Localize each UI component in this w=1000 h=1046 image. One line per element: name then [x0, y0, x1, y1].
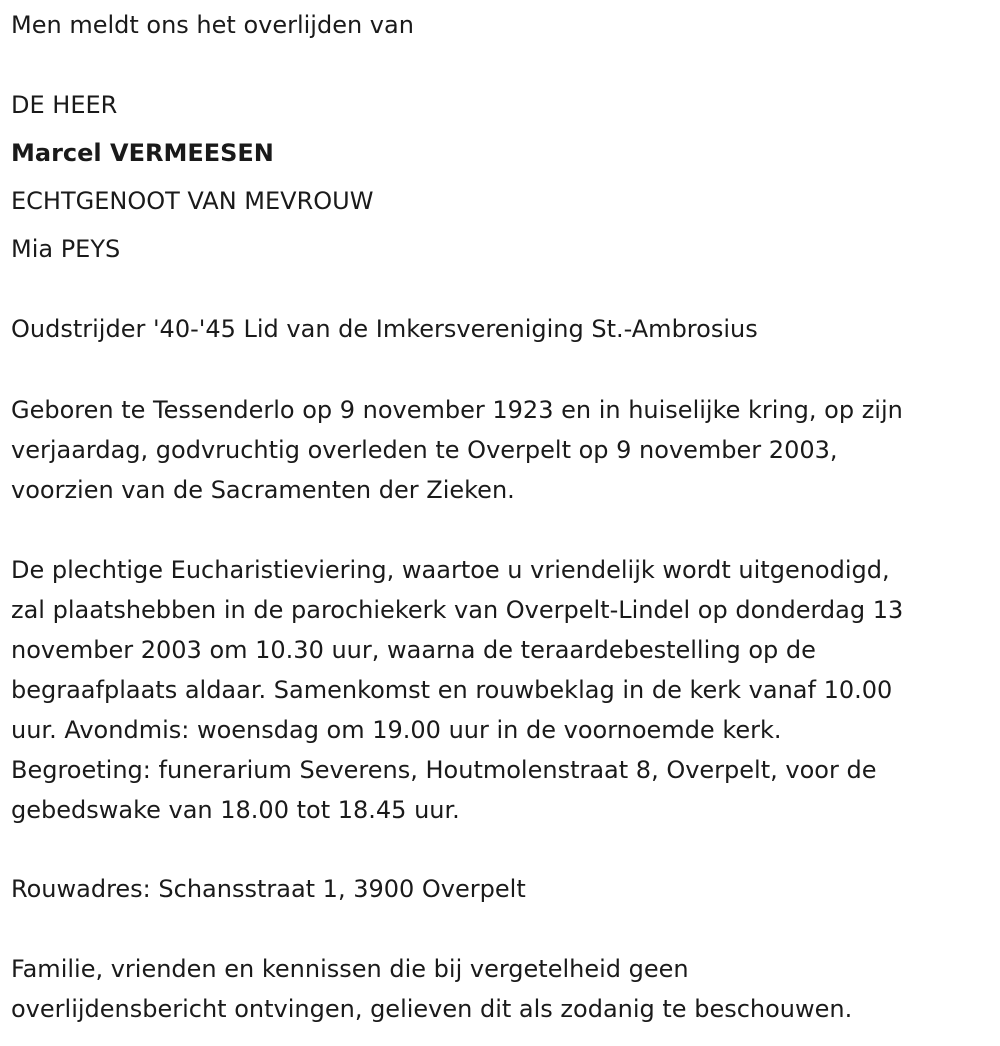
paragraph-line: voorzien van de Sacramenten der Zieken.: [11, 476, 515, 504]
paragraph-line: Geboren te Tessenderlo op 9 november 1923 en in huiselijke kring, op zijn: [11, 396, 903, 424]
mourning-address: Rouwadres: Schansstraat 1, 3900 Overpelt: [11, 875, 526, 903]
paragraph-line: Begroeting: funerarium Severens, Houtmolenstraat 8, Overpelt, voor de: [11, 756, 877, 784]
paragraph-line: Familie, vrienden en kennissen die bij vergetelheid geen: [11, 955, 689, 983]
paragraph-line: verjaardag, godvruchtig overleden te Overpelt op 9 november 2003,: [11, 436, 838, 464]
salutation: DE HEER: [11, 91, 118, 119]
paragraph-line: begraafplaats aldaar. Samenkomst en rouwbeklag in de kerk vanaf 10.00: [11, 676, 893, 704]
affiliation-text: Oudstrijder '40-'45 Lid van de Imkersvereniging St.-Ambrosius: [11, 315, 758, 343]
spouse-label: ECHTGENOOT VAN MEVROUW: [11, 187, 374, 215]
intro-text: Men meldt ons het overlijden van: [11, 11, 414, 39]
ceremony-paragraph: [11, 550, 996, 830]
paragraph-line: gebedswake van 18.00 tot 18.45 uur.: [11, 796, 460, 824]
paragraph-line: overlijdensbericht ontvingen, gelieven dit als zodanig te beschouwen.: [11, 995, 853, 1023]
paragraph-line: De plechtige Eucharistieviering, waartoe u vriendelijk wordt uitgenodigd,: [11, 556, 890, 584]
paragraph-line: november 2003 om 10.30 uur, waarna de teraardebestelling op de: [11, 636, 816, 664]
spouse-name: Mia PEYS: [11, 235, 121, 263]
paragraph-line: uur. Avondmis: woensdag om 19.00 uur in de voornoemde kerk.: [11, 716, 782, 744]
closing-paragraph: [11, 949, 996, 1029]
paragraph-line: zal plaatshebben in de parochiekerk van Overpelt-Lindel op donderdag 13: [11, 596, 904, 624]
birth-death-paragraph: [11, 390, 996, 510]
deceased-name: Marcel VERMEESEN: [11, 139, 274, 167]
